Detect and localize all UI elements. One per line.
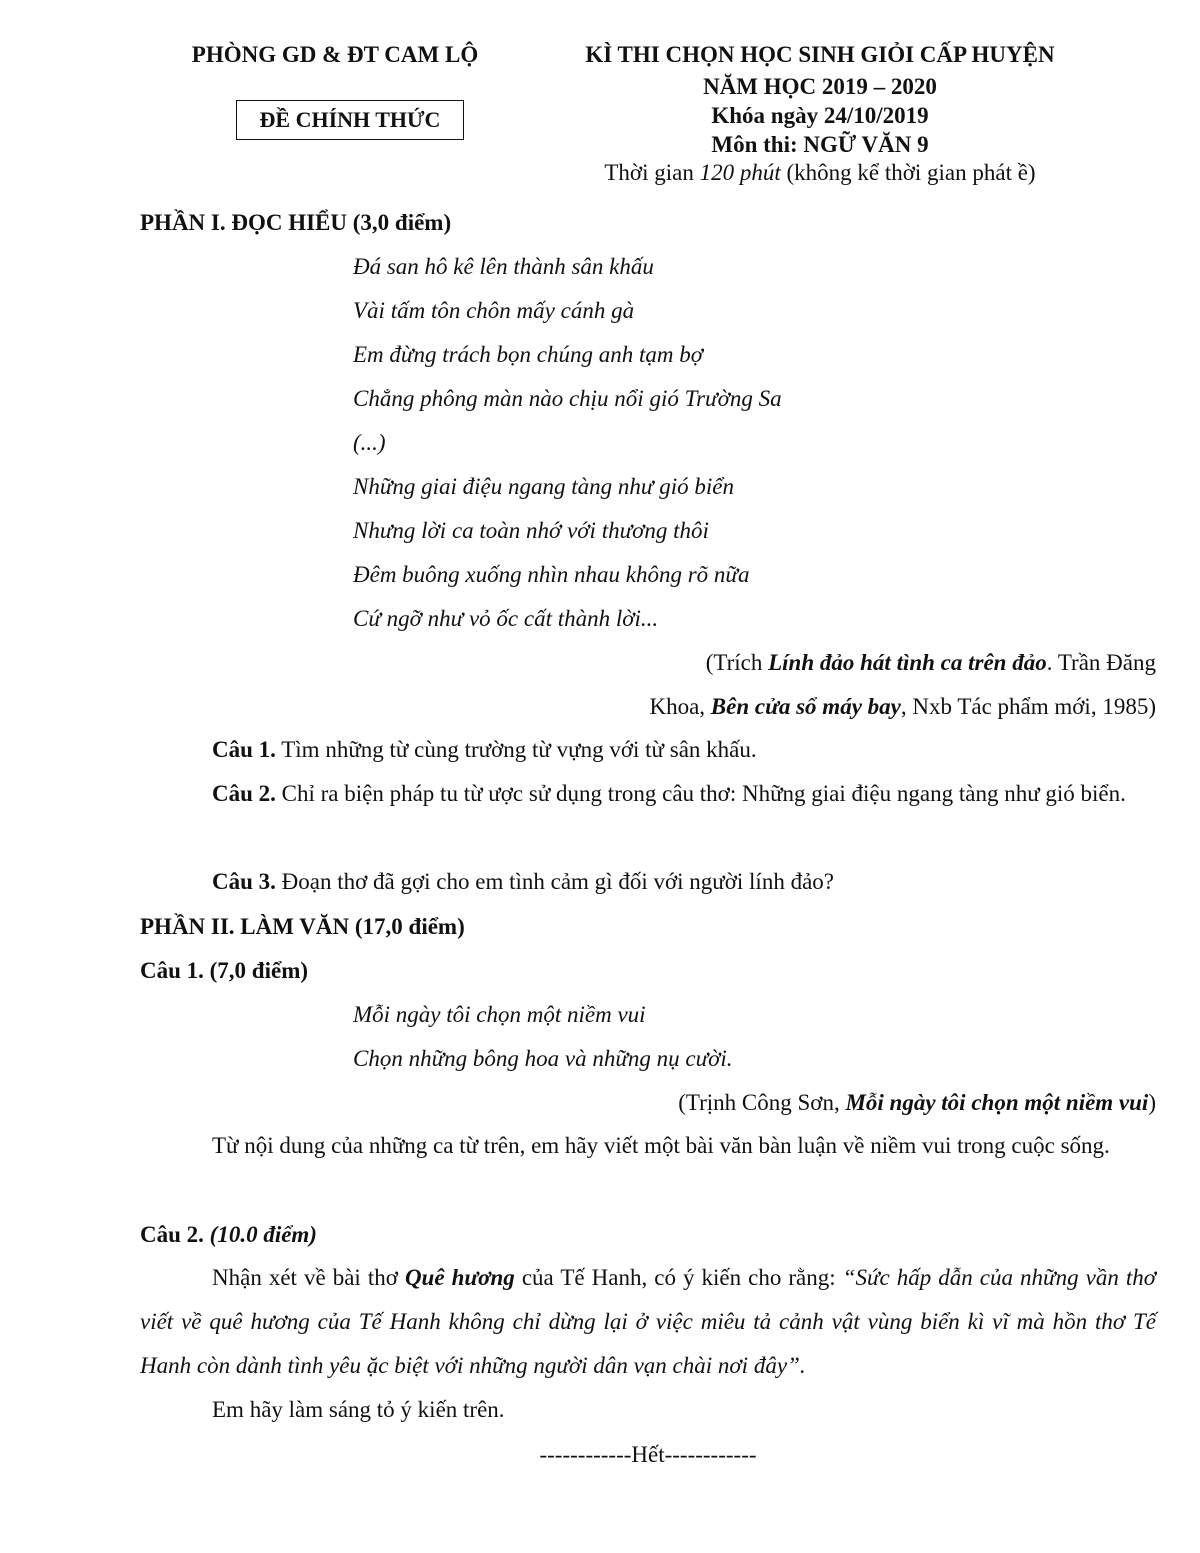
lyric-source [678, 1090, 1156, 1116]
exam-date: Khóa ngày 24/10/2019 [711, 103, 929, 128]
source-book-title: Bên cửa sổ máy bay [710, 694, 901, 719]
prompt-mid: của Tế Hanh, có ý kiến cho rằng: [514, 1265, 843, 1290]
lyric-line: Chọn những bông hoa và những nụ cười. [353, 1046, 733, 1071]
question-label: Câu 2. [140, 1222, 204, 1247]
question-text: Đoạn thơ đã gợi cho em tình cảm gì đối với người lính đảo? [275, 869, 834, 894]
lyric-line: Mỗi ngày tôi chọn một niềm vui [353, 1002, 646, 1027]
source-prefix: (Trích [705, 650, 769, 675]
poem-line: Chẳng phông màn nào chịu nổi gió Trường Sa [353, 386, 782, 411]
question-label: Câu 3. [212, 869, 276, 894]
poem-line: Em đừng trách bọn chúng anh tạm bợ [353, 342, 703, 367]
department-name: PHÒNG GD & ĐT CAM LỘ [191, 42, 479, 67]
exam-duration [520, 160, 1120, 186]
part2-question2-prompt [140, 1256, 1156, 1388]
duration-value: 120 phút [699, 160, 781, 185]
poem-line: Những giai điệu ngang tàng như gió biển [353, 474, 734, 499]
question-text: Chỉ ra biện pháp tu từ ược sử dụng trong câu thơ: Những giai điệu ngang tàng như gió biển. [275, 781, 1126, 806]
question-points: (10.0 điểm) [203, 1222, 317, 1247]
question-text: Tìm những từ cùng trường từ vựng với từ sân khấu. [275, 737, 757, 762]
question-1 [140, 728, 1156, 772]
prompt-intro: Nhận xét về bài thơ [212, 1265, 405, 1290]
duration-prefix: Thời gian [604, 160, 700, 185]
source-suffix: . Trần Đăng [1046, 650, 1156, 675]
source-song-title: Mỗi ngày tôi chọn một niềm vui [845, 1090, 1149, 1115]
part2-question1-task: Từ nội dung của những ca từ trên, em hãy viết một bài văn bàn luận về niềm vui trong cuộc sống. [212, 1133, 1110, 1158]
school-year: NĂM HỌC 2019 – 2020 [703, 74, 937, 99]
prompt-poem-title: Quê hương [404, 1265, 515, 1290]
source-prefix: (Trịnh Công Sơn, [678, 1090, 846, 1115]
part2-question2-task: Em hãy làm sáng tỏ ý kiến trên. [212, 1397, 505, 1422]
poem-source-line1 [706, 650, 1156, 676]
source-poem-title: Lính đảo hát tình ca trên đảo [768, 650, 1047, 675]
question-label: Câu 1. [212, 737, 276, 762]
poem-line: Đá san hô kê lên thành sân khấu [353, 254, 654, 279]
poem-line: Nhưng lời ca toàn nhớ với thương thôi [353, 518, 709, 543]
poem-line: Đêm buông xuống nhìn nhau không rõ nữa [353, 562, 750, 587]
poem-source-line2 [649, 694, 1156, 720]
part2-question1-label: Câu 1. (7,0 điểm) [140, 958, 309, 983]
part2-question2-label [140, 1222, 317, 1248]
duration-suffix: (không kể thời gian phát ề) [780, 160, 1036, 185]
source-suffix: ) [1148, 1090, 1156, 1115]
poem-line: Vài tấm tôn chôn mấy cánh gà [353, 298, 635, 323]
prompt-quote: “Sức hấp dẫn của những vần thơ viết về quê hương của Tế Hanh không chỉ dừng lại ở việc miêu tả cảnh vật vùng biển kì vĩ mà hồn thơ Tế Hanh còn dành tình yêu ặc biệt với những người dân vạn chài nơi đây”. [140, 1265, 1157, 1378]
exam-subject: Môn thi: NGỮ VĂN 9 [711, 132, 929, 157]
question-2 [140, 772, 1156, 816]
poem-line: (...) [353, 430, 386, 455]
source-suffix: , Nxb Tác phẩm mới, 1985) [900, 694, 1156, 719]
part2-heading: PHẦN II. LÀM VĂN (17,0 điểm) [140, 914, 465, 939]
poem-line: Cứ ngỡ như vỏ ốc cất thành lời... [353, 606, 659, 631]
question-3 [140, 860, 1156, 904]
official-exam-label [236, 100, 464, 140]
official-exam-label-text: ĐỀ CHÍNH THỨC [259, 107, 441, 132]
source-prefix: Khoa, [649, 694, 711, 719]
part1-heading: PHẦN I. ĐỌC HIỂU (3,0 điểm) [140, 210, 452, 235]
exam-title: KÌ THI CHỌN HỌC SINH GIỎI CẤP HUYỆN [585, 42, 1055, 67]
end-mark: ------------Hết------------ [539, 1442, 757, 1467]
question-label: Câu 2. [212, 781, 276, 806]
